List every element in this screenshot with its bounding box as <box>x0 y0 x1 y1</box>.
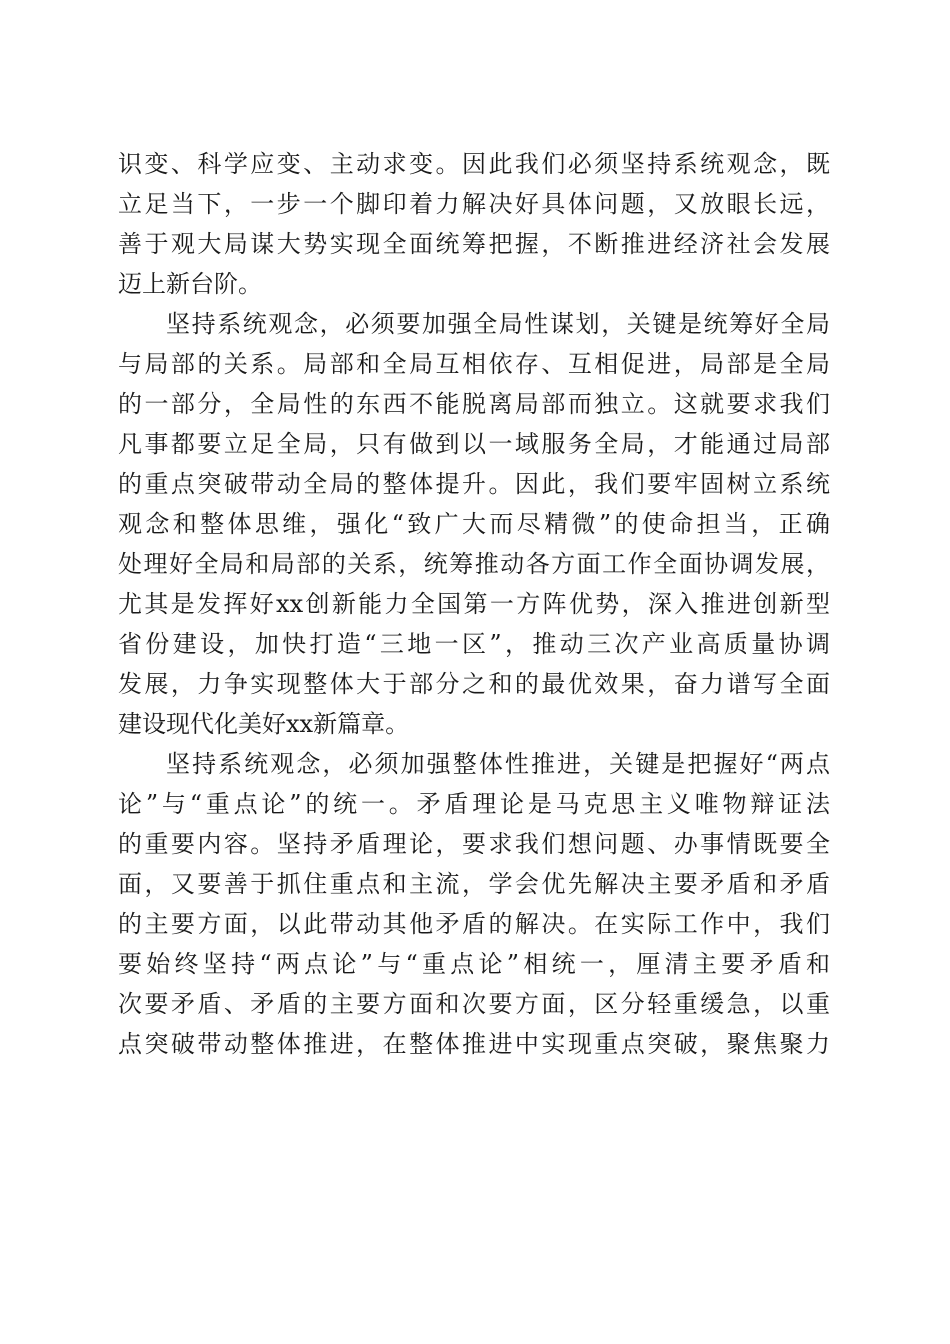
text-line: 迈上新台阶。 <box>118 270 262 298</box>
paragraph-2 <box>118 304 830 744</box>
text-line: 坚持系统观念，必须要加强全局性谋划，关键是统筹好全局 <box>166 310 830 338</box>
body-text <box>118 144 830 1064</box>
text-line: 建设现代化美好xx新篇章。 <box>118 710 410 738</box>
text-line: 论”与“重点论”的统一。矛盾理论是马克思主义唯物辩证法 <box>118 790 830 818</box>
text-line: 观念和整体思维，强化“致广大而尽精微”的使命担当，正确 <box>118 510 830 538</box>
text-line: 坚持系统观念，必须加强整体性推进，关键是把握好“两点 <box>166 750 830 778</box>
text-line: 处理好全局和局部的关系，统筹推动各方面工作全面协调发展， <box>118 550 830 578</box>
text-line: 面，又要善于抓住重点和主流，学会优先解决主要矛盾和矛盾 <box>118 870 830 898</box>
text-line: 尤其是发挥好xx创新能力全国第一方阵优势，深入推进创新型 <box>118 590 830 618</box>
text-line: 的重要内容。坚持矛盾理论，要求我们想问题、办事情既要全 <box>118 830 830 858</box>
text-line: 次要矛盾、矛盾的主要方面和次要方面，区分轻重缓急，以重 <box>118 990 830 1018</box>
text-line: 的一部分，全局性的东西不能脱离局部而独立。这就要求我们 <box>118 390 830 418</box>
text-line: 的主要方面，以此带动其他矛盾的解决。在实际工作中，我们 <box>118 910 830 938</box>
text-line: 凡事都要立足全局，只有做到以一域服务全局，才能通过局部 <box>118 430 830 458</box>
text-line: 点突破带动整体推进，在整体推进中实现重点突破，聚焦聚力 <box>118 1030 830 1058</box>
text-line: 立足当下，一步一个脚印着力解决好具体问题，又放眼长远， <box>118 190 830 218</box>
text-line: 省份建设，加快打造“三地一区”，推动三次产业高质量协调 <box>118 630 830 658</box>
text-line: 发展，力争实现整体大于部分之和的最优效果，奋力谱写全面 <box>118 670 830 698</box>
text-line: 要始终坚持“两点论”与“重点论”相统一，厘清主要矛盾和 <box>118 950 830 978</box>
text-line: 与局部的关系。局部和全局互相依存、互相促进，局部是全局 <box>118 350 830 378</box>
text-line: 善于观大局谋大势实现全面统筹把握，不断推进经济社会发展 <box>118 230 830 258</box>
paragraph-1 <box>118 144 830 304</box>
text-line: 的重点突破带动全局的整体提升。因此，我们要牢固树立系统 <box>118 470 830 498</box>
text-line: 识变、科学应变、主动求变。因此我们必须坚持系统观念，既 <box>118 150 830 178</box>
paragraph-3 <box>118 744 830 1064</box>
